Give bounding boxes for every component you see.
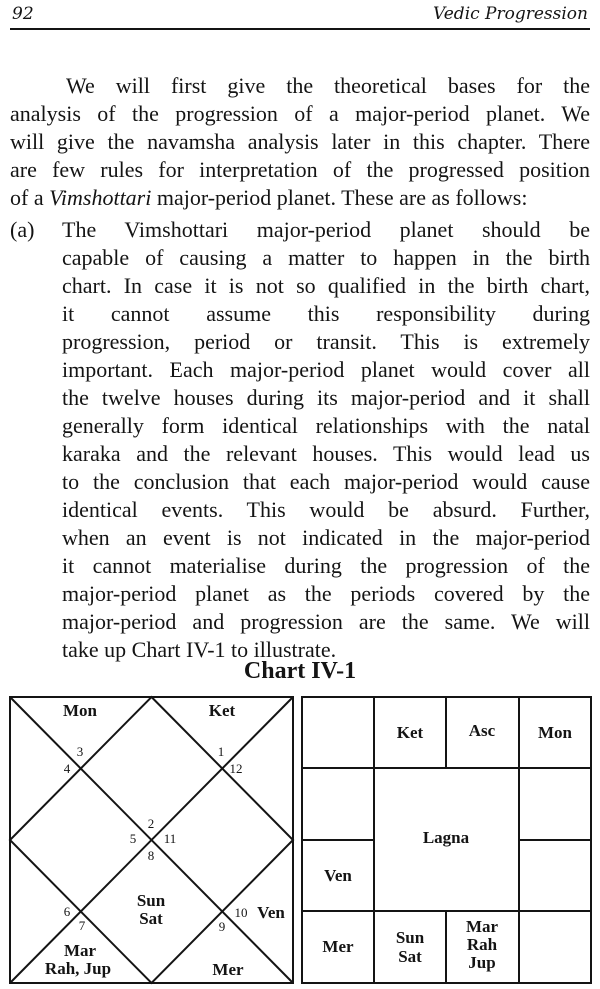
rule-marker: (a) (10, 217, 35, 242)
text-line: to the conclusion that each major-period would cause (62, 469, 590, 494)
house-number: 1 (217, 744, 225, 759)
house-number: 4 (63, 761, 71, 776)
text-line: major-period and progression are the same. We will (62, 609, 590, 634)
planet-label: Mer (322, 937, 354, 956)
page-number: 92 (12, 4, 34, 24)
planet-label: Sun (136, 891, 166, 910)
lagna-label: Lagna (422, 828, 470, 847)
text-line: it cannot materialise during the progression of the (62, 553, 590, 578)
planet-label: Mon (63, 701, 97, 720)
planet-label: Mon (538, 723, 572, 742)
house-number: 3 (76, 744, 84, 759)
text-line: karaka and the relevant houses. This would lead us (62, 441, 590, 466)
planet-label: Sat (398, 947, 422, 966)
text-line: progression, period or transit. This is extremely (62, 329, 590, 354)
planet-label: Ven (324, 866, 352, 885)
text-line: important. Each major-period planet would cover all (62, 357, 590, 382)
house-number: 5 (129, 831, 137, 846)
planet-label: Ven (257, 903, 285, 922)
text-line: The Vimshottari major-period planet should be (62, 217, 590, 242)
planet-label: Mar (465, 917, 499, 936)
running-head: Vedic Progression (433, 4, 588, 24)
house-number: 2 (147, 816, 155, 831)
planet-label: Rah, Jup (44, 959, 112, 978)
planet-label: Mar (63, 941, 97, 960)
text-line: are few rules for interpretation of the progressed position (10, 157, 590, 182)
house-number: 11 (163, 831, 177, 846)
house-number: 6 (63, 904, 71, 919)
planet-label: Ket (396, 723, 424, 742)
planet-label: Ket (208, 701, 236, 720)
house-number: 12 (229, 761, 243, 776)
text-line: will give the navamsha analysis later in this chapter. There (10, 129, 590, 154)
text-line: capable of causing a matter to happen in the birth (62, 245, 590, 270)
planet-label: Sun (395, 928, 425, 947)
house-number: 8 (147, 848, 155, 863)
planet-label: Rah (466, 935, 498, 954)
house-number: 9 (218, 919, 226, 934)
text-line: generally form identical relationships with the natal (62, 413, 590, 438)
text-line: analysis of the progression of a major-period planet. We (10, 101, 590, 126)
house-number: 7 (78, 918, 86, 933)
house-number: 10 (234, 905, 248, 920)
planet-label: Asc (468, 721, 496, 740)
chart-title: Chart IV-1 (243, 658, 357, 684)
text-line: it cannot assume this responsibility during (62, 301, 590, 326)
text-line: major-period planet as the periods covered by the (62, 581, 590, 606)
text-line: when an event is not indicated in the major-period (62, 525, 590, 550)
italic-term: Vimshottari (49, 185, 152, 210)
text-line: the twelve houses during its major-period and it shall (62, 385, 590, 410)
text-line: of a Vimshottari major-period planet. These are as follows: (10, 185, 528, 210)
planet-label: Jup (468, 953, 496, 972)
text-line: take up Chart IV-1 to illustrate. (62, 637, 337, 662)
planet-label: Mer (212, 960, 244, 979)
text-line: We will first give the theoretical bases for the (66, 73, 590, 98)
planet-label: Sat (139, 909, 163, 928)
text-line: chart. In case it is not so qualified in the birth chart, (62, 273, 590, 298)
text-line: identical events. This would be absurd. Further, (62, 497, 590, 522)
